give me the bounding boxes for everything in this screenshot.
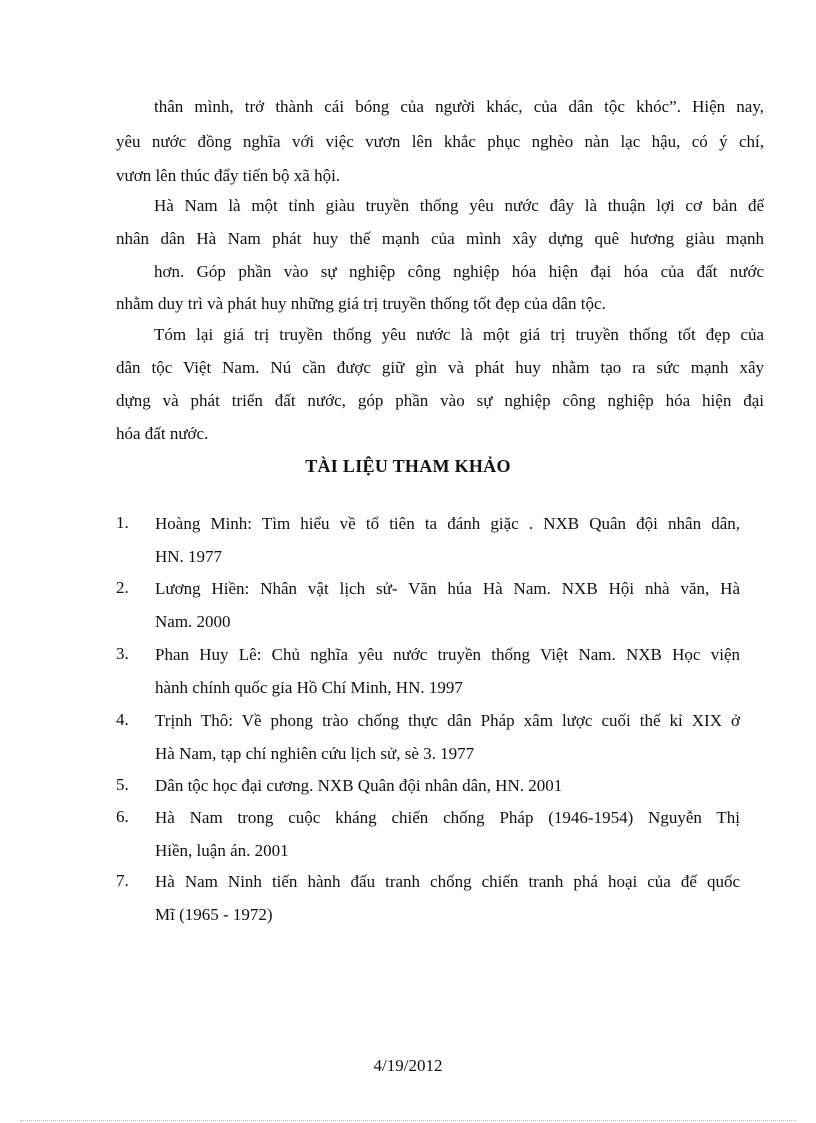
reference-line: HN. 1977 xyxy=(155,547,223,566)
reference-line: Lương Hiền: Nhân vật lịch sử- Văn húa Hà Nam. NXB Hội nhà văn, Hà xyxy=(155,579,740,598)
footer-date: 4/19/2012 xyxy=(373,1056,443,1075)
reference-number: 2. xyxy=(116,578,129,597)
reference-number: 5. xyxy=(116,775,129,794)
body-line: nhân dân Hà Nam phát huy thế mạnh của mình xây dựng quê hương giàu mạnh xyxy=(116,229,764,248)
reference-line: Hà Nam, tạp chí nghiên cứu lịch sử, sè 3. 1977 xyxy=(155,744,475,763)
reference-line: Dân tộc học đại cương. NXB Quân đội nhân dân, HN. 2001 xyxy=(155,776,563,795)
body-line: Hà Nam là một tỉnh giàu truyền thống yêu nước đây là thuận lợi cơ bản để xyxy=(154,196,764,215)
body-line: vươn lên thúc đẩy tiến bộ xã hội. xyxy=(116,166,341,185)
reference-line: Hà Nam Ninh tiến hành đấu tranh chống chiến tranh phá hoại của đế quốc xyxy=(155,872,740,891)
reference-line: Mĩ (1965 - 1972) xyxy=(155,905,273,924)
body-line: Tóm lại giá trị truyền thống yêu nước là một giá trị truyền thống tốt đẹp của xyxy=(154,325,764,344)
reference-line: Hoàng Minh: Tìm hiểu về tổ tiên ta đánh giặc . NXB Quân đội nhân dân, xyxy=(155,514,740,533)
reference-line: hành chính quốc gia Hồ Chí Minh, HN. 1997 xyxy=(155,678,463,697)
body-line: thân mình, trở thành cái bóng của người khác, của dân tộc khóc”. Hiện nay, xyxy=(154,97,764,116)
reference-number: 3. xyxy=(116,644,129,663)
body-line: dân tộc Việt Nam. Nú cần được giữ gìn và phát huy nhằm tạo ra sức mạnh xây xyxy=(116,358,764,377)
body-line: hóa đất nước. xyxy=(116,424,209,443)
reference-line: Hà Nam trong cuộc kháng chiến chống Pháp (1946-1954) Nguyễn Thị xyxy=(155,808,740,827)
body-line: dựng và phát triển đất nước, góp phần vào sự nghiệp công nghiệp hóa hiện đại xyxy=(116,391,764,410)
reference-number: 7. xyxy=(116,871,129,890)
body-line: hơn. Góp phần vào sự nghiệp công nghiệp hóa hiện đại hóa của đất nước xyxy=(154,262,764,281)
body-line: yêu nước đồng nghĩa với việc vươn lên khắc phục nghèo nàn lạc hậu, có ý chí, xyxy=(116,132,764,151)
reference-number: 1. xyxy=(116,513,129,532)
page-bottom-divider xyxy=(20,1120,796,1121)
reference-number: 6. xyxy=(116,807,129,826)
reference-line: Phan Huy Lê: Chủ nghĩa yêu nước truyền thống Việt Nam. NXB Học viện xyxy=(155,645,740,664)
reference-line: Trịnh Thô: Về phong trào chống thực dân Pháp xâm lược cuối thế kỉ XIX ở xyxy=(155,711,740,730)
reference-line: Hiền, luận án. 2001 xyxy=(155,841,289,860)
reference-line: Nam. 2000 xyxy=(155,612,231,631)
reference-number: 4. xyxy=(116,710,129,729)
references-heading: TÀI LIỆU THAM KHẢO xyxy=(305,456,511,476)
body-line: nhằm duy trì và phát huy những giá trị truyền thống tốt đẹp của dân tộc. xyxy=(116,294,606,313)
